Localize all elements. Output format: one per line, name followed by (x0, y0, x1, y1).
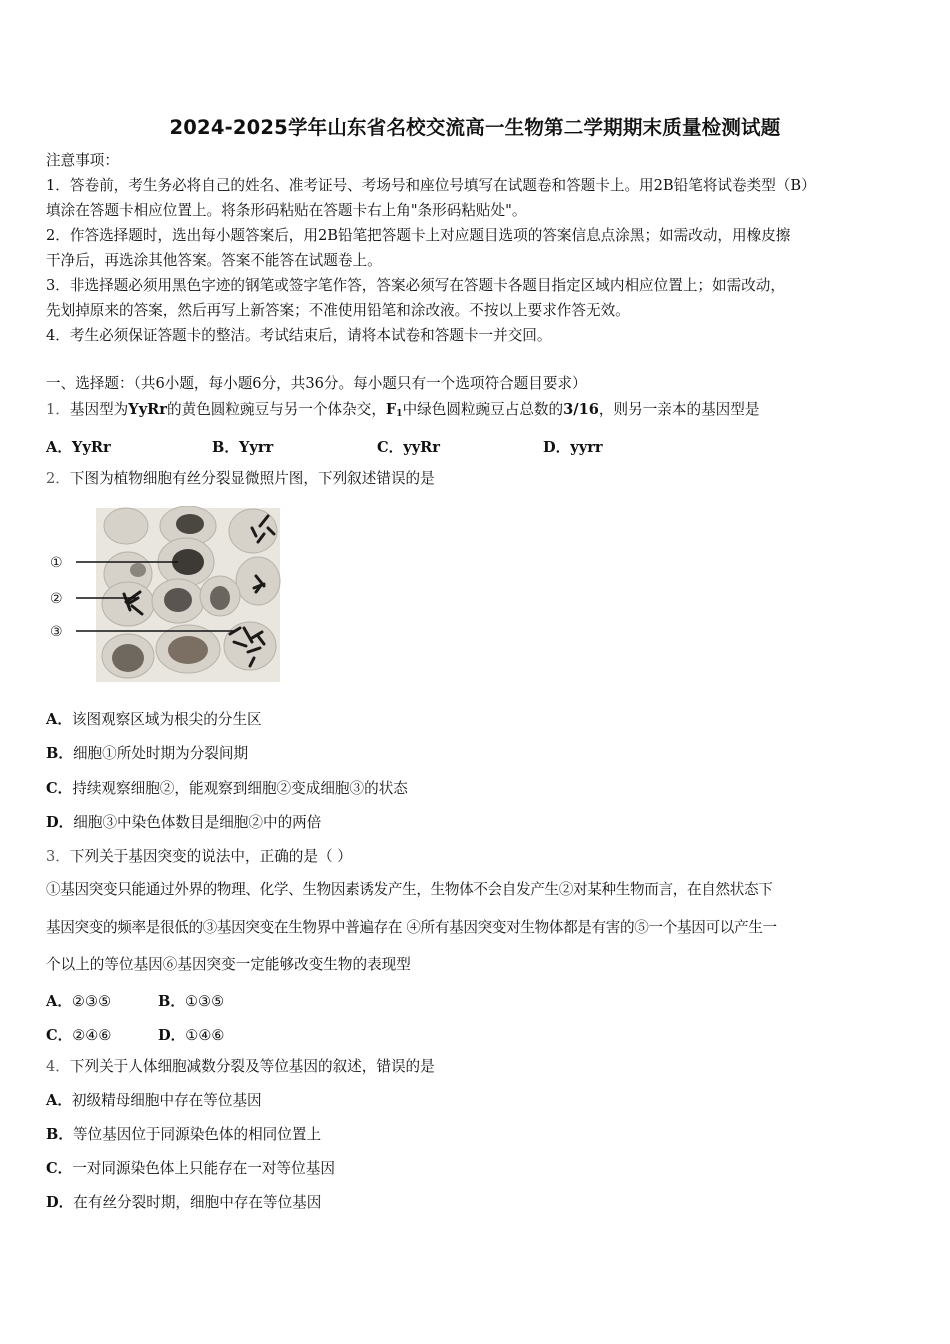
option-text: 细胞①所处时期为分裂间期 (72, 745, 249, 762)
option-text: 持续观察细胞②，能观察到细胞②变成细胞③的状态 (72, 780, 408, 797)
option-a[interactable] (46, 436, 111, 457)
q4-option-c[interactable] (46, 1160, 335, 1178)
question-number: 4． (46, 1058, 70, 1075)
notice-line: 1．答卷前，考生务必将自己的姓名、准考证号、考场号和座位号填写在试题卷和答题卡上。用2B铅笔将试卷类型（B） (46, 177, 816, 194)
option-text: YyRr (71, 439, 111, 456)
notice-line: 3．非选择题必须用黑色字迹的钢笔或签字笔作答，答案必须写在答题卡各题目指定区域内相应位置上；如需改动， (46, 277, 785, 294)
option-label: D． (46, 814, 74, 831)
question-number: 3． (46, 848, 70, 865)
option-text: 等位基因位于同源染色体的相同位置上 (72, 1126, 322, 1143)
page-title: 2024-2025学年山东省名校交流高一生物第二学期期末质量检测试题 (169, 116, 781, 139)
option-label: D． (46, 1194, 74, 1211)
question-text: ，则另一亲本的基因型是 (598, 401, 760, 418)
option-label: C． (46, 1160, 73, 1177)
q2-option-d[interactable] (46, 814, 321, 832)
option-d[interactable] (158, 1024, 225, 1045)
q3-body-line: 个以上的等位基因⑥基因突变一定能够改变生物的表现型 (46, 956, 411, 973)
option-text: yyRr (403, 439, 440, 456)
option-text: 细胞③中染色体数目是细胞②中的两倍 (73, 814, 322, 831)
notice-line: 干净后，再选涂其他答案。答案不能答在试题卷上。 (46, 252, 382, 269)
question-1 (46, 401, 759, 423)
option-text: ①③⑤ (184, 993, 225, 1010)
generation-subscript: 1 (396, 409, 403, 419)
notice-line: 填涂在答题卡相应位置上。将条形码粘贴在答题卡右上角"条形码粘贴处"。 (46, 202, 527, 219)
option-label: B． (46, 745, 73, 762)
question-3 (46, 848, 352, 866)
question-number: 1． (46, 401, 70, 418)
option-text: ②④⑥ (72, 1027, 112, 1044)
figure-label-3: ③ (50, 624, 63, 640)
question-text: 下列关于基因突变的说法中，正确的是（ ） (69, 848, 352, 865)
option-text: 初级精母细胞中存在等位基因 (71, 1092, 262, 1109)
option-label: D． (543, 439, 571, 456)
fraction: 3/16 (563, 401, 599, 418)
notice-line: 2．作答选择题时，选出每小题答案后，用2B铅笔把答题卡上对应题目选项的答案信息点涂黑；如需改动，用橡皮擦 (46, 227, 791, 244)
option-label: D． (158, 1027, 186, 1044)
option-label: C． (377, 439, 404, 456)
option-a[interactable] (46, 990, 111, 1011)
figure-label-1: ① (50, 555, 63, 571)
question-2 (46, 470, 435, 488)
question-text: 下图为植物细胞有丝分裂显微照片图，下列叙述错误的是 (69, 470, 435, 487)
option-label: A． (46, 1092, 72, 1109)
option-text: ①④⑥ (185, 1027, 225, 1044)
option-text: ②③⑤ (71, 993, 112, 1010)
option-text: 该图观察区域为根尖的分生区 (71, 711, 262, 728)
option-text: yyrr (570, 439, 603, 456)
figure-label-2: ② (50, 591, 63, 607)
question-text: 基因型为 (69, 401, 129, 418)
q3-body-line: 基因突变的频率是很低的③基因突变在生物界中普遍存在 ④所有基因突变对生物体都是有害的⑤一个基因可以产生一 (46, 919, 777, 936)
q3-body-line: ①基因突变只能通过外界的物理、化学、生物因素诱发产生，生物体不会自发产生②对某种生物而言，在自然状态下 (46, 881, 773, 898)
option-text: 在有丝分裂时期，细胞中存在等位基因 (73, 1194, 322, 1211)
micrograph-figure (48, 506, 282, 684)
q2-option-a[interactable] (46, 711, 262, 729)
question-4 (46, 1058, 435, 1076)
option-label: A． (46, 711, 72, 728)
section-heading: 一、选择题：（共6小题，每小题6分，共36分。每小题只有一个选项符合题目要求） (46, 375, 587, 392)
option-label: A． (46, 993, 72, 1010)
option-b[interactable] (212, 436, 273, 457)
q2-option-c[interactable] (46, 780, 408, 798)
q4-option-b[interactable] (46, 1126, 321, 1144)
option-label: C． (46, 780, 73, 797)
q2-option-b[interactable] (46, 745, 248, 763)
question-number: 2． (46, 470, 70, 487)
option-c[interactable] (377, 436, 440, 457)
option-label: C． (46, 1027, 73, 1044)
option-c[interactable] (46, 1024, 111, 1045)
notice-heading: 注意事项： (46, 152, 119, 169)
question-text: 的黄色圆粒豌豆与另一个体杂交， (167, 401, 386, 418)
option-label: A． (46, 439, 72, 456)
question-text: 中绿色圆粒豌豆占总数的 (402, 401, 564, 418)
generation-label: F (385, 401, 397, 418)
option-d[interactable] (543, 436, 603, 457)
option-label: B． (46, 1126, 73, 1143)
genotype: YyRr (128, 401, 167, 418)
option-text: 一对同源染色体上只能存在一对等位基因 (72, 1160, 335, 1177)
option-label: B． (158, 993, 185, 1010)
option-text: Yyrr (238, 439, 274, 456)
notice-line: 4．考生必须保证答题卡的整洁。考试结束后，请将本试卷和答题卡一并交回。 (46, 327, 552, 344)
notice-line: 先划掉原来的答案，然后再写上新答案；不准使用铅笔和涂改液。不按以上要求作答无效。 (46, 302, 630, 319)
question-text: 下列关于人体细胞减数分裂及等位基因的叙述，错误的是 (69, 1058, 435, 1075)
q4-option-a[interactable] (46, 1092, 262, 1110)
option-label: B． (212, 439, 239, 456)
q4-option-d[interactable] (46, 1194, 321, 1212)
option-b[interactable] (158, 990, 224, 1011)
